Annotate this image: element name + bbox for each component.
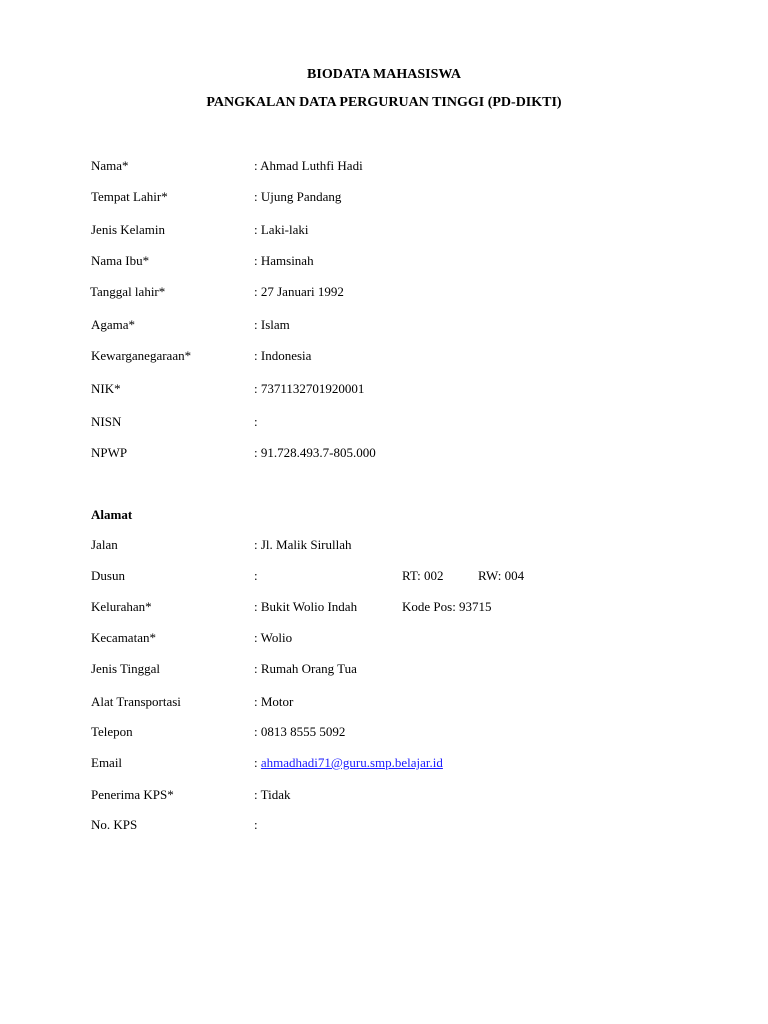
field-label: Kelurahan* bbox=[91, 599, 152, 614]
field-value: : 91.728.493.7-805.000 bbox=[254, 445, 376, 460]
field-value: : Indonesia bbox=[254, 348, 312, 363]
field-row-dusun bbox=[91, 567, 691, 585]
field-label: Jenis Tinggal bbox=[91, 661, 160, 676]
field-row-nama bbox=[91, 157, 691, 175]
field-value: : Ahmad Luthfi Hadi bbox=[254, 158, 363, 173]
rw-value: RW: 004 bbox=[478, 568, 525, 583]
field-label: Agama* bbox=[91, 317, 136, 332]
field-label: Nama* bbox=[91, 158, 129, 173]
field-label: No. KPS bbox=[91, 817, 138, 832]
email-prefix: : bbox=[254, 755, 261, 770]
field-row-jenis-kelamin bbox=[91, 221, 691, 239]
field-value: : Laki-laki bbox=[254, 222, 309, 237]
field-value: : 7371132701920001 bbox=[254, 381, 365, 396]
field-label: Telepon bbox=[91, 724, 133, 739]
field-value: : Islam bbox=[254, 317, 290, 332]
field-row-agama bbox=[91, 316, 691, 334]
field-value: : 27 Januari 1992 bbox=[254, 284, 344, 299]
field-row-tanggal-lahir bbox=[91, 283, 691, 301]
field-label: NIK* bbox=[91, 381, 121, 396]
document-title: BIODATA MAHASISWA bbox=[307, 67, 461, 82]
field-label: Tempat Lahir* bbox=[91, 189, 168, 204]
field-row-jenis-tinggal bbox=[91, 660, 691, 678]
field-label: Tanggal lahir* bbox=[90, 284, 166, 299]
field-label: Jenis Kelamin bbox=[91, 222, 166, 237]
field-value: : 0813 8555 5092 bbox=[254, 724, 346, 739]
field-label: Dusun bbox=[91, 568, 125, 583]
field-row-kewarganegaraan bbox=[91, 347, 691, 365]
field-row-email bbox=[91, 754, 691, 772]
field-value: : Rumah Orang Tua bbox=[254, 661, 357, 676]
field-label: Alat Transportasi bbox=[91, 694, 181, 709]
field-value: : Wolio bbox=[254, 630, 293, 645]
field-label: NISN bbox=[91, 414, 122, 429]
field-label: Kecamatan* bbox=[91, 630, 156, 645]
field-label: NPWP bbox=[91, 445, 128, 460]
field-row-alat-transportasi bbox=[91, 693, 691, 711]
field-row-penerima-kps bbox=[91, 786, 691, 804]
field-value: : Ujung Pandang bbox=[254, 189, 342, 204]
field-label: Email bbox=[91, 755, 123, 770]
email-link[interactable]: ahmadhadi71@guru.smp.belajar.id bbox=[260, 755, 443, 770]
field-row-nik bbox=[91, 380, 691, 398]
field-label: Nama Ibu* bbox=[91, 253, 150, 268]
section-title-alamat: Alamat bbox=[91, 507, 133, 522]
rt-value: RT: 002 bbox=[402, 568, 444, 583]
field-row-npwp bbox=[91, 444, 691, 462]
field-row-tempat-lahir bbox=[91, 188, 691, 206]
field-row-telepon bbox=[91, 723, 691, 741]
field-value bbox=[254, 754, 443, 772]
field-value: : Bukit Wolio Indah bbox=[254, 599, 358, 614]
document-subtitle: PANGKALAN DATA PERGURUAN TINGGI (PD-DIKTI) bbox=[206, 95, 562, 110]
field-label: Kewarganegaraan* bbox=[91, 348, 192, 363]
field-label: Penerima KPS* bbox=[91, 787, 174, 802]
field-row-no-kps bbox=[91, 816, 691, 834]
field-value: : bbox=[254, 817, 258, 832]
field-row-nama-ibu bbox=[91, 252, 691, 270]
field-value: : Hamsinah bbox=[254, 253, 314, 268]
field-value: : Motor bbox=[254, 694, 294, 709]
field-label: Jalan bbox=[91, 537, 118, 552]
field-row-nisn bbox=[91, 413, 691, 431]
field-value: : bbox=[254, 568, 258, 583]
field-value: : Tidak bbox=[254, 787, 291, 802]
field-value: : bbox=[254, 414, 258, 429]
field-row-jalan bbox=[91, 536, 691, 554]
field-row-kelurahan bbox=[91, 598, 691, 616]
field-row-kecamatan bbox=[91, 629, 691, 647]
field-value: : Jl. Malik Sirullah bbox=[254, 537, 352, 552]
kode-pos-value: Kode Pos: 93715 bbox=[402, 599, 492, 614]
